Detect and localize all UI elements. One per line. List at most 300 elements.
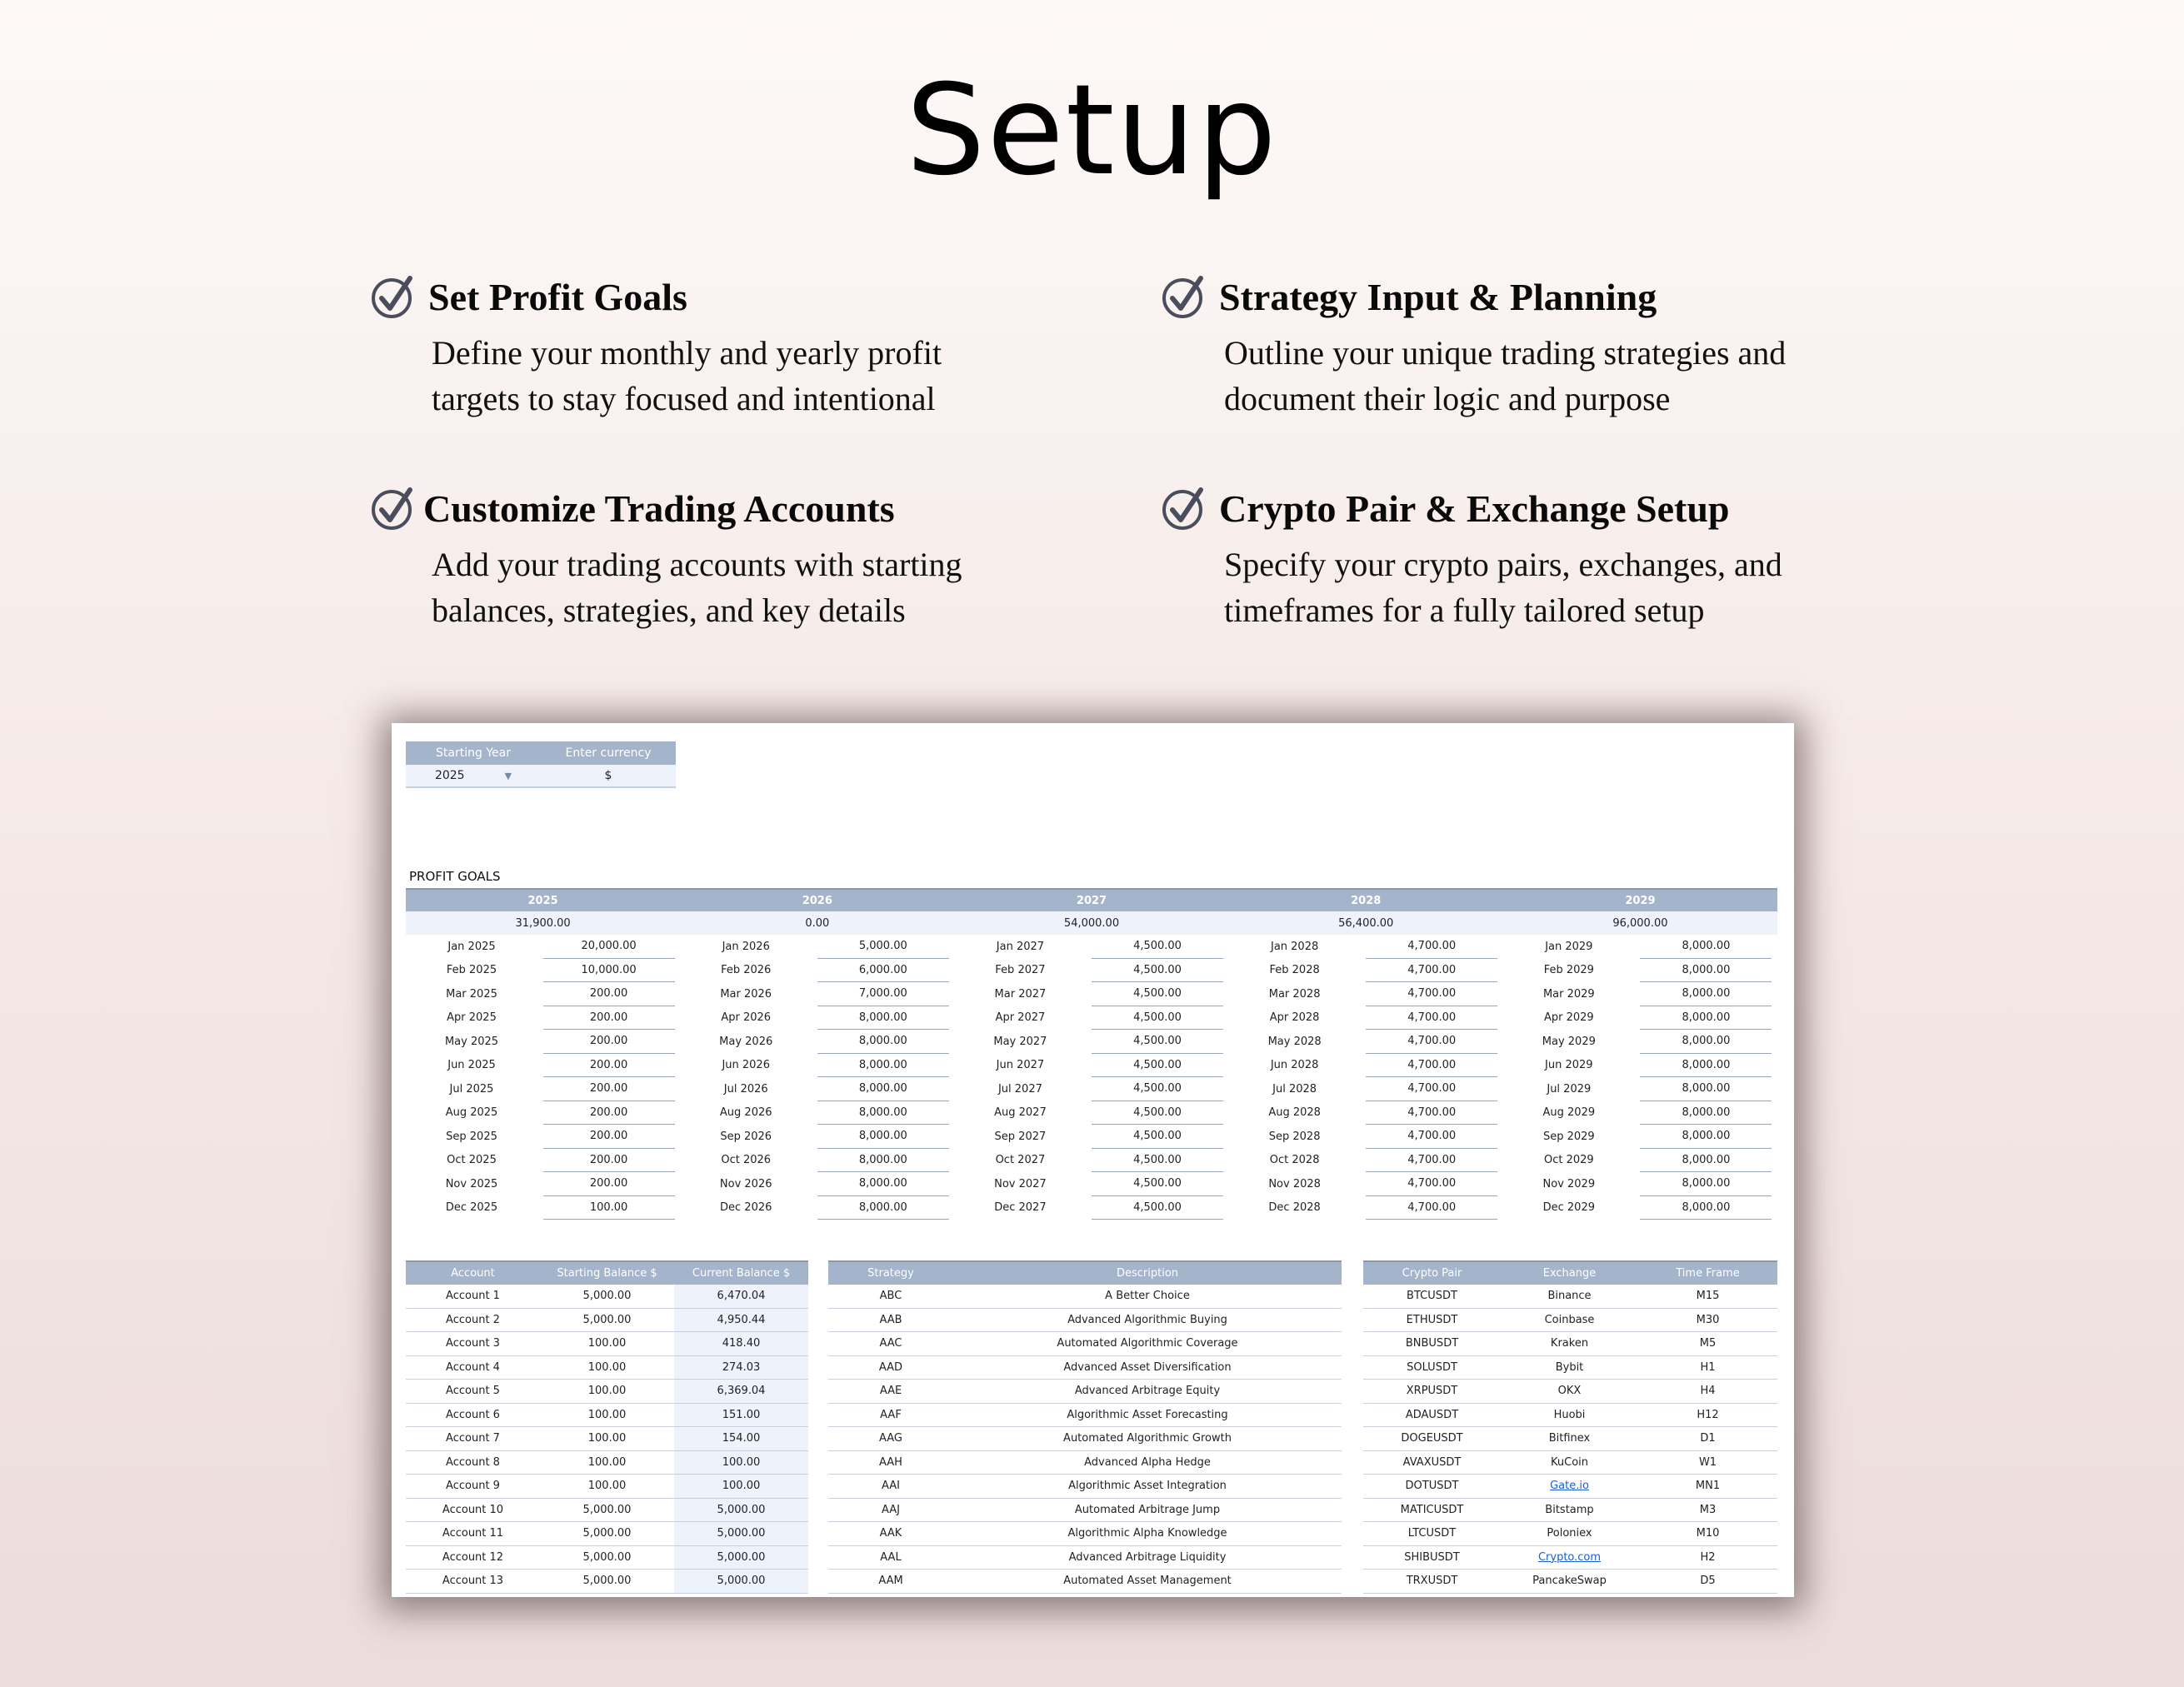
account-cell[interactable]: Account 13 xyxy=(442,1575,504,1587)
month-label: Dec 2027 xyxy=(994,1201,1047,1215)
table-row xyxy=(828,1380,1342,1404)
time-frame-cell[interactable]: H2 xyxy=(1700,1550,1716,1564)
month-row xyxy=(406,935,680,959)
table-row xyxy=(828,1309,1342,1333)
month-goal-input[interactable]: 4,500.00 xyxy=(1092,1006,1223,1031)
month-goal-input[interactable]: 4,700.00 xyxy=(1366,1006,1497,1031)
month-row xyxy=(1503,1172,1777,1196)
table-row xyxy=(406,1404,808,1428)
year-total: 96,000.00 xyxy=(1612,916,1668,930)
strategy-cell[interactable]: AAD xyxy=(878,1360,903,1374)
account-cell[interactable]: Account 4 xyxy=(446,1360,500,1374)
exchange-cell[interactable]: KuCoin xyxy=(1551,1455,1588,1469)
month-goal-input[interactable]: 8,000.00 xyxy=(817,1054,949,1078)
month-label: Dec 2029 xyxy=(1542,1201,1595,1215)
month-label: Jul 2029 xyxy=(1547,1082,1592,1096)
strategy-cell[interactable]: AAB xyxy=(879,1313,902,1326)
description-cell[interactable]: Automated Asset Management xyxy=(1063,1575,1232,1587)
month-label: Aug 2025 xyxy=(445,1106,498,1120)
month-goal-input[interactable]: 4,500.00 xyxy=(1092,1054,1223,1078)
feature-crypto-pair-setup xyxy=(1161,485,1894,633)
table-row xyxy=(1363,1522,1777,1546)
month-goal-input[interactable]: 5,000.00 xyxy=(817,935,949,959)
month-row xyxy=(1229,1172,1503,1196)
month-label: May 2029 xyxy=(1542,1035,1596,1048)
month-label: Nov 2025 xyxy=(445,1177,498,1190)
current-balance-cell[interactable]: 274.03 xyxy=(674,1356,808,1380)
month-row xyxy=(680,959,954,983)
month-row xyxy=(1229,1006,1503,1031)
month-row xyxy=(954,1196,1228,1220)
month-label: May 2027 xyxy=(993,1035,1047,1048)
starting-balance-cell[interactable]: 5,000.00 xyxy=(582,1290,632,1302)
month-label: Jul 2025 xyxy=(449,1082,494,1096)
month-goal-input[interactable]: 8,000.00 xyxy=(1640,1030,1772,1054)
strategy-cell[interactable]: AAF xyxy=(880,1408,902,1421)
feature-title: Strategy Input & Planning xyxy=(1219,275,1657,318)
current-balance-cell[interactable]: 151.00 xyxy=(674,1404,808,1427)
month-goal-input[interactable]: 4,700.00 xyxy=(1366,1125,1497,1149)
month-row xyxy=(680,1077,954,1101)
account-cell[interactable]: Account 8 xyxy=(446,1455,500,1469)
month-label: Apr 2027 xyxy=(995,1011,1046,1025)
crypto-pair-cell[interactable]: MATICUSDT xyxy=(1400,1503,1464,1516)
month-label: May 2028 xyxy=(1267,1035,1322,1048)
crypto-pair-cell[interactable]: TRXUSDT xyxy=(1406,1575,1458,1587)
description-cell[interactable]: Advanced Arbitrage Liquidity xyxy=(1068,1550,1227,1564)
feature-title: Customize Trading Accounts xyxy=(423,487,895,530)
account-cell[interactable]: Account 10 xyxy=(442,1503,504,1516)
checkbox-checked-icon xyxy=(1161,273,1207,320)
month-goal-input[interactable]: 200.00 xyxy=(543,1101,675,1125)
month-row xyxy=(680,1149,954,1173)
exchange-cell[interactable]: Coinbase xyxy=(1544,1313,1595,1326)
month-goal-input[interactable]: 10,000.00 xyxy=(543,959,675,983)
time-frame-cell[interactable]: D5 xyxy=(1700,1575,1716,1587)
account-cell[interactable]: Account 2 xyxy=(446,1313,500,1326)
month-label: Nov 2028 xyxy=(1268,1177,1321,1190)
month-row xyxy=(680,1030,954,1054)
strategy-header: Strategy xyxy=(867,1267,914,1280)
month-goal-input[interactable]: 4,500.00 xyxy=(1092,1101,1223,1125)
description-cell[interactable]: Automated Arbitrage Jump xyxy=(1074,1503,1221,1516)
time-frame-cell[interactable]: M3 xyxy=(1699,1503,1717,1516)
month-label: Jun 2028 xyxy=(1270,1059,1319,1072)
table-row xyxy=(1363,1285,1777,1309)
month-goal-input[interactable]: 4,700.00 xyxy=(1366,1101,1497,1125)
account-cell[interactable]: Account 9 xyxy=(446,1480,500,1492)
year-column xyxy=(1503,935,1777,1220)
time-frame-cell[interactable]: H1 xyxy=(1700,1360,1716,1374)
exchange-cell[interactable]: Gate.io xyxy=(1550,1480,1589,1492)
time-frame-cell[interactable]: M5 xyxy=(1699,1337,1717,1350)
account-cell[interactable]: Account 3 xyxy=(446,1337,500,1350)
month-goal-input[interactable]: 4,500.00 xyxy=(1092,959,1223,983)
starting-year-select[interactable]: 2025 ▼ xyxy=(434,769,512,782)
month-goal-input[interactable]: 200.00 xyxy=(543,1077,675,1101)
month-row xyxy=(406,1077,680,1101)
description-cell[interactable]: Algorithmic Alpha Knowledge xyxy=(1067,1527,1227,1540)
crypto-pair-cell[interactable]: ETHUSDT xyxy=(1406,1313,1458,1326)
description-cell[interactable]: Advanced Asset Diversification xyxy=(1063,1360,1232,1374)
month-label: Oct 2029 xyxy=(1543,1154,1594,1167)
account-cell[interactable]: Account 6 xyxy=(446,1408,500,1421)
exchange-cell[interactable]: Bitstamp xyxy=(1545,1503,1594,1516)
current-balance-cell[interactable]: 5,000.00 xyxy=(674,1546,808,1570)
account-cell[interactable]: Account 11 xyxy=(442,1527,504,1540)
month-goal-input[interactable]: 8,000.00 xyxy=(817,1077,949,1101)
checkbox-checked-icon xyxy=(1161,485,1207,532)
time-frame-cell[interactable]: M10 xyxy=(1696,1527,1720,1540)
month-label: Oct 2027 xyxy=(995,1154,1046,1167)
month-goal-input[interactable]: 8,000.00 xyxy=(817,1101,949,1125)
crypto-pair-cell[interactable]: SHIBUSDT xyxy=(1404,1550,1460,1564)
month-row xyxy=(406,1054,680,1078)
crypto-pair-cell[interactable]: DOGEUSDT xyxy=(1401,1432,1463,1445)
description-cell[interactable]: Advanced Algorithmic Buying xyxy=(1067,1313,1227,1326)
month-goal-input[interactable]: 8,000.00 xyxy=(1640,1172,1772,1196)
month-row xyxy=(1503,1054,1777,1078)
month-goal-input[interactable]: 4,700.00 xyxy=(1366,982,1497,1006)
year-total: 31,900.00 xyxy=(515,916,571,930)
starting-balance-cell[interactable]: 5,000.00 xyxy=(582,1550,632,1564)
month-row xyxy=(954,982,1228,1006)
month-label: Apr 2029 xyxy=(1543,1011,1594,1025)
month-goal-input[interactable]: 4,500.00 xyxy=(1092,935,1223,959)
strategy-cell[interactable]: AAL xyxy=(880,1550,902,1564)
month-label: Sep 2027 xyxy=(994,1130,1047,1143)
feature-strategy-input xyxy=(1161,273,1894,422)
exchange-cell[interactable]: OKX xyxy=(1557,1385,1582,1397)
month-goal-input[interactable]: 8,000.00 xyxy=(1640,1101,1772,1125)
current-balance-cell[interactable]: 6,369.04 xyxy=(674,1380,808,1403)
starting-balance-cell[interactable]: 100.00 xyxy=(587,1480,627,1492)
month-row xyxy=(954,1077,1228,1101)
month-label: Aug 2026 xyxy=(719,1106,772,1120)
month-goal-input[interactable]: 4,500.00 xyxy=(1092,1196,1223,1220)
time-frame-cell[interactable]: M15 xyxy=(1696,1290,1720,1302)
month-label: Jan 2027 xyxy=(996,940,1045,953)
account-cell[interactable]: Account 12 xyxy=(442,1550,504,1564)
month-label: Oct 2026 xyxy=(721,1154,772,1167)
month-goal-input[interactable]: 200.00 xyxy=(543,1030,675,1054)
current-balance-cell[interactable]: 5,000.00 xyxy=(674,1522,808,1545)
starting-balance-cell[interactable]: 5,000.00 xyxy=(582,1527,632,1540)
month-goal-input[interactable]: 8,000.00 xyxy=(1640,1149,1772,1173)
year-header: 2028 xyxy=(1351,894,1382,907)
month-label: Mar 2025 xyxy=(446,987,497,1001)
time-frame-cell[interactable]: H12 xyxy=(1697,1408,1719,1421)
month-goal-input[interactable]: 6,000.00 xyxy=(817,959,949,983)
current-balance-cell[interactable]: 6,470.04 xyxy=(674,1285,808,1308)
month-label: Feb 2025 xyxy=(446,964,497,977)
strategy-cell[interactable]: AAE xyxy=(879,1385,902,1397)
crypto-pair-cell[interactable]: BTCUSDT xyxy=(1407,1290,1457,1302)
month-goal-input[interactable]: 200.00 xyxy=(543,1054,675,1078)
month-goal-input[interactable]: 4,700.00 xyxy=(1366,1196,1497,1220)
month-goal-input[interactable]: 4,500.00 xyxy=(1092,1125,1223,1149)
month-row xyxy=(406,1101,680,1125)
starting-balance-cell[interactable]: 100.00 xyxy=(587,1360,627,1374)
dropdown-arrow-icon[interactable]: ▼ xyxy=(504,771,512,781)
month-goal-input[interactable]: 200.00 xyxy=(543,1149,675,1173)
month-goal-input[interactable]: 8,000.00 xyxy=(1640,1125,1772,1149)
month-goal-input[interactable]: 200.00 xyxy=(543,1172,675,1196)
starting-balance-cell[interactable]: 100.00 xyxy=(587,1408,627,1421)
feature-customize-accounts xyxy=(370,485,1103,633)
month-row xyxy=(406,959,680,983)
table-row xyxy=(1363,1451,1777,1475)
strategy-cell[interactable]: AAJ xyxy=(882,1503,900,1516)
current-balance-cell[interactable]: 418.40 xyxy=(674,1332,808,1355)
month-goal-input[interactable]: 8,000.00 xyxy=(817,1149,949,1173)
exchange-cell[interactable]: Kraken xyxy=(1550,1337,1589,1350)
description-cell[interactable]: A Better Choice xyxy=(1105,1290,1190,1302)
month-label: Feb 2027 xyxy=(995,964,1046,977)
starting-balance-cell[interactable]: 100.00 xyxy=(587,1455,627,1469)
month-goal-input[interactable]: 8,000.00 xyxy=(1640,935,1772,959)
month-label: Nov 2027 xyxy=(994,1177,1047,1190)
month-goal-input[interactable]: 4,700.00 xyxy=(1366,1030,1497,1054)
checkbox-checked-icon xyxy=(370,273,417,320)
crypto-pair-cell[interactable]: ADAUSDT xyxy=(1405,1408,1459,1421)
currency-input[interactable]: $ xyxy=(604,769,612,782)
time-frame-cell[interactable]: W1 xyxy=(1698,1455,1717,1469)
month-row xyxy=(1229,1077,1503,1101)
month-goal-input[interactable]: 4,500.00 xyxy=(1092,1077,1223,1101)
table-row xyxy=(828,1332,1342,1356)
month-goal-input[interactable]: 100.00 xyxy=(543,1196,675,1220)
month-row xyxy=(954,1006,1228,1031)
month-label: Dec 2026 xyxy=(720,1201,772,1215)
exchange-header: Exchange xyxy=(1542,1267,1597,1280)
description-cell[interactable]: Automated Algorithmic Growth xyxy=(1063,1432,1232,1445)
month-row xyxy=(1503,1149,1777,1173)
table-row xyxy=(406,1285,808,1309)
table-row xyxy=(406,1546,808,1570)
strategy-cell[interactable]: AAI xyxy=(882,1480,900,1492)
strategy-cell[interactable]: AAC xyxy=(879,1337,902,1350)
table-row xyxy=(1363,1332,1777,1356)
month-label: Jun 2026 xyxy=(722,1059,770,1072)
month-label: Jan 2025 xyxy=(447,940,496,953)
account-cell[interactable]: Account 1 xyxy=(446,1290,500,1302)
strategy-cell[interactable]: AAK xyxy=(879,1527,902,1540)
month-label: Dec 2028 xyxy=(1268,1201,1321,1215)
month-row xyxy=(1503,1030,1777,1054)
month-label: May 2026 xyxy=(719,1035,773,1048)
year-total: 0.00 xyxy=(805,916,830,930)
table-row xyxy=(406,1522,808,1546)
current-balance-cell[interactable]: 100.00 xyxy=(674,1475,808,1498)
crypto-pair-cell[interactable]: BNBUSDT xyxy=(1405,1337,1459,1350)
month-row xyxy=(1229,1125,1503,1149)
table-row xyxy=(406,1427,808,1451)
month-row xyxy=(1229,959,1503,983)
month-label: Oct 2025 xyxy=(447,1154,497,1167)
table-row xyxy=(406,1499,808,1523)
account-cell[interactable]: Account 7 xyxy=(446,1432,500,1445)
table-row xyxy=(406,1451,808,1475)
year-header: 2025 xyxy=(527,894,558,907)
description-cell[interactable]: Advanced Arbitrage Equity xyxy=(1074,1385,1221,1397)
month-goal-input[interactable]: 8,000.00 xyxy=(1640,982,1772,1006)
month-goal-input[interactable]: 4,500.00 xyxy=(1092,982,1223,1006)
month-label: Feb 2029 xyxy=(1543,964,1594,977)
month-goal-input[interactable]: 20,000.00 xyxy=(543,935,675,959)
current-balance-cell[interactable]: 5,000.00 xyxy=(674,1570,808,1593)
table-row xyxy=(406,1380,808,1404)
month-row xyxy=(954,1054,1228,1078)
month-label: Jan 2028 xyxy=(1270,940,1319,953)
crypto-pair-cell[interactable]: AVAXUSDT xyxy=(1402,1455,1462,1469)
exchange-cell[interactable]: Huobi xyxy=(1553,1408,1586,1421)
exchange-cell[interactable]: Binance xyxy=(1547,1290,1592,1302)
month-label: May 2025 xyxy=(444,1035,499,1048)
time-frame-cell[interactable]: H4 xyxy=(1700,1385,1716,1397)
month-goal-input[interactable]: 200.00 xyxy=(543,1125,675,1149)
month-label: Aug 2027 xyxy=(994,1106,1047,1120)
crypto-pair-header: Crypto Pair xyxy=(1402,1267,1462,1280)
checkbox-checked-icon xyxy=(370,485,417,532)
month-row xyxy=(1503,959,1777,983)
current-balance-cell[interactable]: 5,000.00 xyxy=(674,1499,808,1522)
month-goal-input[interactable]: 4,700.00 xyxy=(1366,1054,1497,1078)
month-label: Oct 2028 xyxy=(1269,1154,1320,1167)
month-goal-input[interactable]: 8,000.00 xyxy=(1640,1077,1772,1101)
month-row xyxy=(1229,935,1503,959)
month-row xyxy=(1229,1054,1503,1078)
description-cell[interactable]: Advanced Alpha Hedge xyxy=(1084,1455,1211,1469)
description-header: Description xyxy=(1116,1267,1179,1280)
month-goal-input[interactable]: 4,700.00 xyxy=(1366,1077,1497,1101)
month-row xyxy=(680,935,954,959)
table-row xyxy=(828,1285,1342,1309)
month-goal-input[interactable]: 8,000.00 xyxy=(1640,1196,1772,1220)
month-goal-input[interactable]: 4,700.00 xyxy=(1366,959,1497,983)
table-row xyxy=(1363,1570,1777,1594)
description-cell[interactable]: Automated Algorithmic Coverage xyxy=(1057,1337,1238,1350)
month-row xyxy=(1503,1101,1777,1125)
starting-balance-cell[interactable]: 5,000.00 xyxy=(582,1575,632,1587)
exchange-cell[interactable]: Crypto.com xyxy=(1537,1550,1602,1564)
current-balance-cell[interactable]: 154.00 xyxy=(674,1427,808,1450)
month-label: Mar 2027 xyxy=(994,987,1047,1001)
month-goal-input[interactable]: 200.00 xyxy=(543,1006,675,1031)
month-label: Mar 2029 xyxy=(1542,987,1595,1001)
starting-balance-cell[interactable]: 100.00 xyxy=(587,1385,627,1397)
account-header: Account xyxy=(451,1267,495,1280)
month-goal-input[interactable]: 4,700.00 xyxy=(1366,1149,1497,1173)
month-goal-input[interactable]: 8,000.00 xyxy=(817,1172,949,1196)
month-label: Sep 2029 xyxy=(1542,1130,1595,1143)
table-row xyxy=(828,1546,1342,1570)
starting-balance-header: Starting Balance $ xyxy=(557,1267,657,1280)
month-row xyxy=(680,1172,954,1196)
strategy-cell[interactable]: ABC xyxy=(879,1290,902,1302)
month-goal-input[interactable]: 4,500.00 xyxy=(1092,1030,1223,1054)
table-row xyxy=(828,1427,1342,1451)
current-balance-header: Current Balance $ xyxy=(692,1267,791,1280)
starting-balance-cell[interactable]: 100.00 xyxy=(587,1337,627,1350)
time-frame-cell[interactable]: D1 xyxy=(1700,1432,1716,1445)
strategy-cell[interactable]: AAM xyxy=(878,1575,903,1587)
time-frame-cell[interactable]: M30 xyxy=(1696,1313,1720,1326)
exchange-cell[interactable]: Bitfinex xyxy=(1548,1432,1591,1445)
month-goal-input[interactable]: 4,500.00 xyxy=(1092,1149,1223,1173)
year-header: 2029 xyxy=(1625,894,1656,907)
starting-balance-cell[interactable]: 5,000.00 xyxy=(582,1313,632,1326)
month-label: Sep 2026 xyxy=(720,1130,772,1143)
month-goal-input[interactable]: 8,000.00 xyxy=(817,1125,949,1149)
month-goal-input[interactable]: 4,500.00 xyxy=(1092,1172,1223,1196)
exchange-cell[interactable]: Poloniex xyxy=(1547,1527,1592,1540)
account-cell[interactable]: Account 5 xyxy=(446,1385,500,1397)
table-row xyxy=(1363,1404,1777,1428)
table-row xyxy=(828,1356,1342,1380)
accounts-table xyxy=(406,1260,808,1594)
exchange-cell[interactable]: Bybit xyxy=(1555,1360,1584,1374)
month-goal-input[interactable]: 8,000.00 xyxy=(1640,1054,1772,1078)
month-goal-input[interactable]: 7,000.00 xyxy=(817,982,949,1006)
table-row xyxy=(1363,1546,1777,1570)
settings-table xyxy=(406,741,676,788)
spreadsheet-preview xyxy=(392,723,1794,1597)
month-goal-input[interactable]: 4,700.00 xyxy=(1366,1172,1497,1196)
month-goal-input[interactable]: 8,000.00 xyxy=(1640,959,1772,983)
description-cell[interactable]: Algorithmic Asset Integration xyxy=(1068,1480,1227,1492)
month-goal-input[interactable]: 4,700.00 xyxy=(1366,935,1497,959)
month-row xyxy=(680,1101,954,1125)
current-balance-cell[interactable]: 100.00 xyxy=(674,1451,808,1475)
month-goal-input[interactable]: 200.00 xyxy=(543,982,675,1006)
month-label: Feb 2028 xyxy=(1269,964,1320,977)
year-column xyxy=(406,935,680,1220)
starting-balance-cell[interactable]: 5,000.00 xyxy=(582,1503,632,1516)
table-row xyxy=(828,1404,1342,1428)
month-goal-input[interactable]: 8,000.00 xyxy=(1640,1006,1772,1031)
crypto-pair-cell[interactable]: DOTUSDT xyxy=(1405,1480,1459,1492)
month-label: Dec 2025 xyxy=(445,1201,498,1215)
month-goal-input[interactable]: 8,000.00 xyxy=(817,1030,949,1054)
table-row xyxy=(828,1451,1342,1475)
strategy-cell[interactable]: AAH xyxy=(879,1455,902,1469)
table-row xyxy=(1363,1380,1777,1404)
month-row xyxy=(406,1006,680,1031)
month-row xyxy=(954,935,1228,959)
month-label: Aug 2029 xyxy=(1542,1106,1596,1120)
month-row xyxy=(1229,1030,1503,1054)
current-balance-cell[interactable]: 4,950.44 xyxy=(674,1309,808,1332)
month-goal-input[interactable]: 8,000.00 xyxy=(817,1006,949,1031)
month-row xyxy=(954,959,1228,983)
table-row xyxy=(406,1309,808,1333)
crypto-pair-cell[interactable]: SOLUSDT xyxy=(1407,1360,1457,1374)
month-row xyxy=(680,982,954,1006)
strategy-cell[interactable]: AAG xyxy=(879,1432,902,1445)
crypto-pair-cell[interactable]: LTCUSDT xyxy=(1407,1527,1457,1540)
description-cell[interactable]: Algorithmic Asset Forecasting xyxy=(1067,1408,1228,1421)
month-label: Sep 2025 xyxy=(446,1130,497,1143)
starting-balance-cell[interactable]: 100.00 xyxy=(587,1432,627,1445)
crypto-pair-cell[interactable]: XRPUSDT xyxy=(1406,1385,1458,1397)
time-frame-cell[interactable]: MN1 xyxy=(1695,1480,1721,1492)
month-row xyxy=(406,1030,680,1054)
table-row xyxy=(828,1522,1342,1546)
exchange-cell[interactable]: PancakeSwap xyxy=(1532,1575,1607,1587)
month-row xyxy=(406,1172,680,1196)
month-goal-input[interactable]: 8,000.00 xyxy=(817,1196,949,1220)
